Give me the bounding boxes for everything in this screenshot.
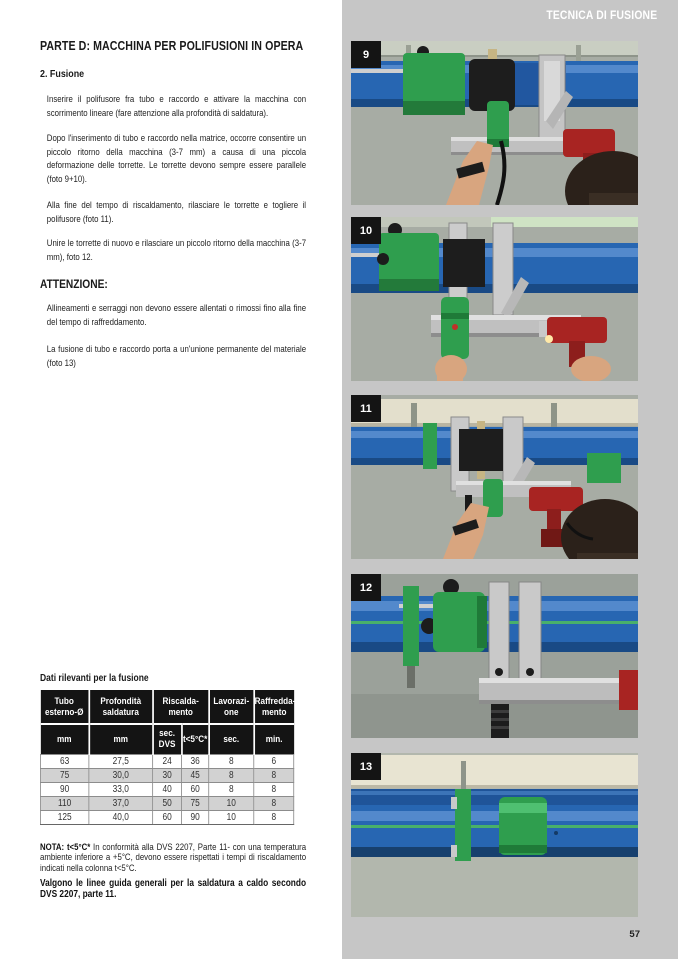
table-row: 63 27,5 24 36 8 6: [40, 754, 293, 768]
paragraph: La fusione di tubo e raccordo porta a un'unione permanente del materiale (foto 13): [46, 344, 307, 368]
photo-11: [351, 395, 638, 559]
photo-number-badge: 13: [351, 753, 381, 780]
paragraph: Inserire il polifusore fra tubo e raccordo e attivare la macchina con scorrimento lineare (fare attenzione alla profondità di saldatura).: [46, 94, 307, 118]
attention-heading: ATTENZIONE:: [40, 277, 108, 291]
photo-9: [351, 41, 638, 205]
photo-13-illustration: [351, 753, 638, 917]
photo-12-illustration: [351, 574, 638, 738]
column-header: Lavorazi-one: [209, 690, 254, 724]
photo-number-badge: 12: [351, 574, 381, 601]
photo-10-illustration: [351, 217, 638, 381]
column-header: Profondità saldatura: [89, 690, 153, 724]
footnote: [40, 842, 306, 874]
unit-header: sec. DVS: [153, 724, 182, 754]
fusion-data-table: [40, 690, 294, 825]
paragraph: Allineamenti e serraggi non devono essere allentati o rimossi fino alla fine del tempo di raffreddamento.: [46, 303, 307, 327]
paragraph: Unire le torrette di nuovo e rilasciare un piccolo ritorno della macchina (3-7 mm), foto 12.: [46, 238, 307, 262]
chapter-header: TECNICA DI FUSIONE: [546, 10, 657, 22]
photo-10: [351, 217, 638, 381]
photo-13: [351, 753, 638, 917]
column-header: Riscalda-mento: [153, 690, 209, 724]
column-header: Raffredda-mento: [254, 690, 294, 724]
photo-9-illustration: [351, 41, 638, 205]
table-caption: Dati rilevanti per la fusione: [40, 673, 149, 684]
paragraph: Dopo l'inserimento di tubo e raccordo nella matrice, occorre consentire un piccolo ritorno della macchina (3-7 mm) a causa di una piccola deformazione delle torrette. Le torrette devono sempre essere parallele (foto 9+10).: [46, 133, 307, 184]
footnote-lead: NOTA: t<5°C*: [40, 841, 91, 852]
photo-number-badge: 10: [351, 217, 381, 244]
unit-header: min.: [254, 724, 294, 754]
table-row: 125 40,0 60 90 10 8: [40, 810, 293, 824]
unit-header: mm: [89, 724, 153, 754]
page-title: PARTE D: MACCHINA PER POLIFUSIONI IN OPERA: [40, 39, 304, 53]
unit-header: sec.: [209, 724, 254, 754]
footnote-text: In conformità alla DVS 2207, Parte 11- con una temperatura ambiente inferiore a +5°C, devono essere rispettati i tempi di riscaldamento indicati nella colonna t<5°C.: [40, 841, 307, 874]
table-row: 110 37,0 50 75 10 8: [40, 796, 293, 810]
page-number: 57: [629, 929, 640, 940]
photo-number-badge: 11: [351, 395, 381, 422]
table-row: 90 33,0 40 60 8 8: [40, 782, 293, 796]
column-header: Tubo esterno-Ø: [40, 690, 88, 724]
paragraph: Alla fine del tempo di riscaldamento, rilasciare le torrette e togliere il polifusore (foto 11).: [46, 200, 307, 224]
photo-12: [351, 574, 638, 738]
section-heading: 2. Fusione: [40, 68, 85, 80]
photo-11-illustration: [351, 395, 638, 559]
table-row: 75 30,0 30 45 8 8: [40, 768, 293, 782]
photo-number-badge: 9: [351, 41, 381, 68]
guideline-note: Valgono le linee guida generali per la saldatura a caldo secondo DVS 2207, parte 11.: [40, 877, 307, 901]
photo-column: [342, 0, 678, 959]
text-column: [40, 40, 310, 901]
unit-header: mm: [40, 724, 88, 754]
unit-header: t<5°C*: [182, 724, 209, 754]
